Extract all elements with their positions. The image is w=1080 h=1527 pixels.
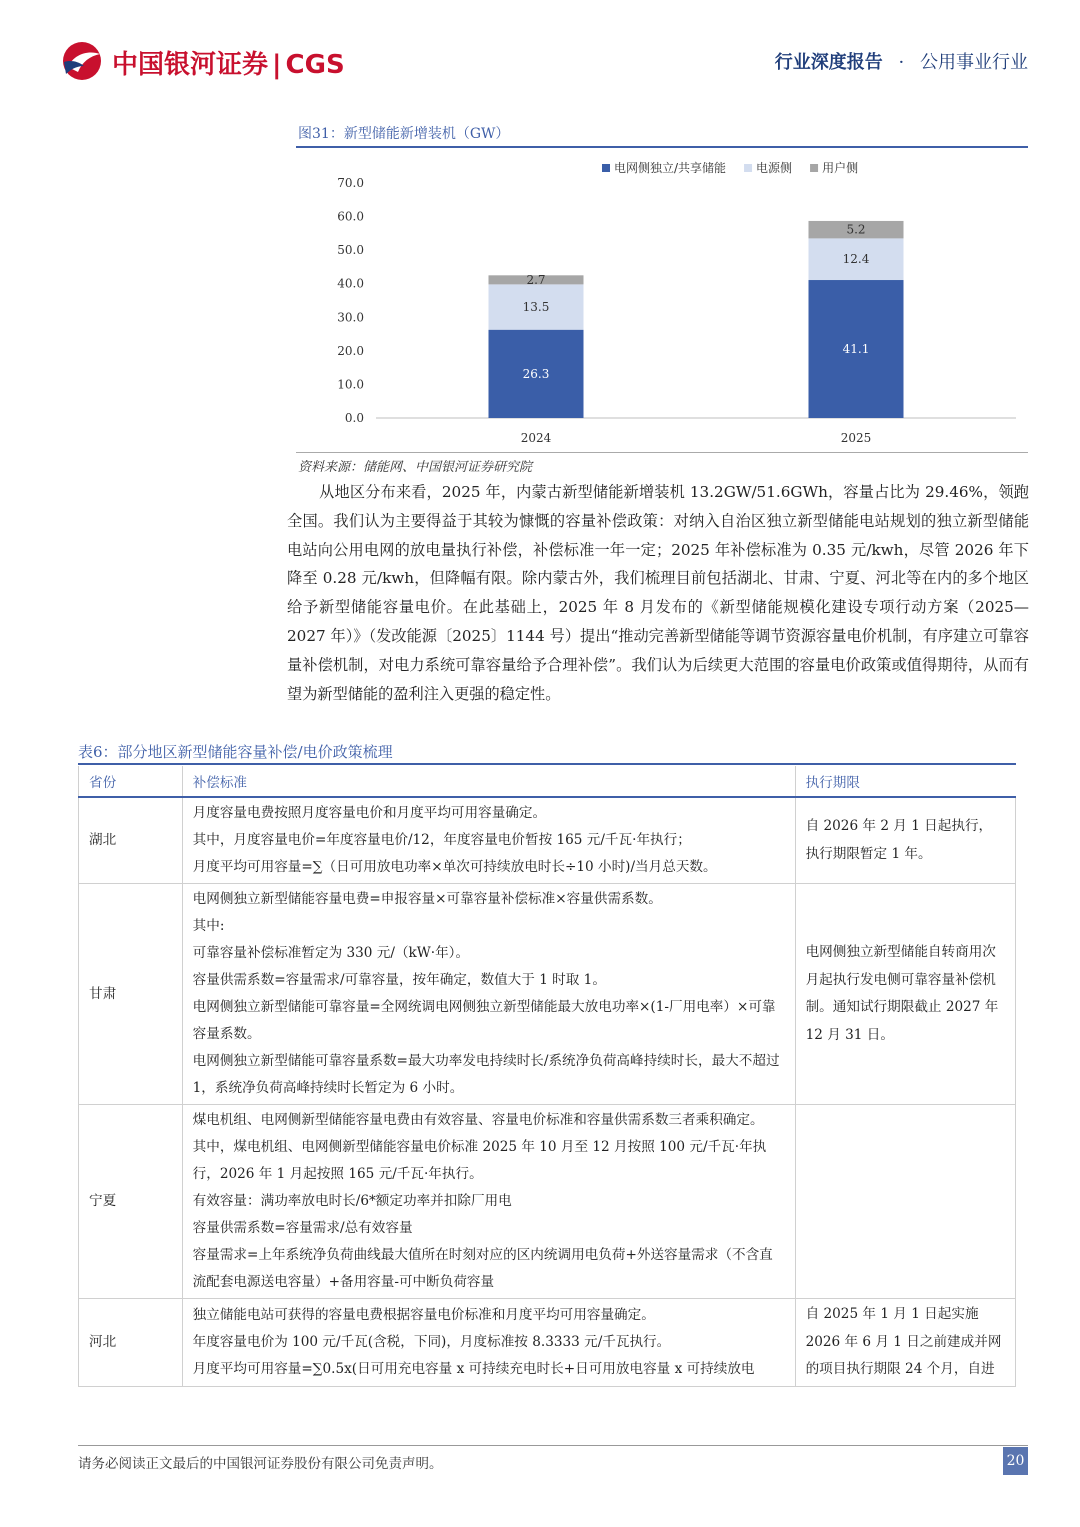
- data-label: 13.5: [522, 300, 550, 315]
- legend-swatch: [602, 164, 610, 172]
- standard-line: 电网侧独立新型储能可靠容量=全网统调电网侧独立新型储能最大放电功率×(1-厂用电率）×可靠容量系数。: [192, 999, 776, 1042]
- standard-line: 容量供需系数=容量需求/可靠容量，按年确定，数值大于 1 时取 1。: [192, 972, 606, 988]
- header-standard: 补偿标准: [182, 766, 795, 797]
- figure-title-rule: [296, 146, 1028, 148]
- standard-line: 月度容量电费按照月度容量电价和月度平均可用容量确定。: [192, 805, 547, 821]
- x-tick-label: 2025: [840, 431, 872, 445]
- standard-line: 月度平均可用容量=∑（日可用放电功率×单次可持续放电时长÷10 小时)/当月总天数。: [192, 859, 717, 875]
- figure-title: 图31：新型储能新增装机（GW）: [298, 126, 510, 142]
- legend-swatch: [810, 164, 818, 172]
- standard-line: 其中，月度容量电价=年度容量电价/12，年度容量电价暂按 165 元/千瓦·年执行；: [192, 832, 691, 848]
- province-cell: 河北: [79, 1299, 183, 1387]
- province-cell: 甘肃: [79, 884, 183, 1105]
- data-label: 26.3: [522, 366, 550, 381]
- standard-cell: [182, 1105, 795, 1299]
- y-tick-label: 0.0: [344, 411, 364, 425]
- standard-cell: [182, 797, 795, 884]
- data-label: 41.1: [842, 342, 870, 357]
- legend-swatch: [744, 164, 752, 172]
- figure-bottom-rule: [296, 452, 1028, 453]
- standard-line: 可靠容量补偿标准暂定为 330 元/（kW·年）。: [192, 945, 470, 961]
- industry-name: 公用事业行业: [920, 52, 1028, 73]
- legend-label: 电源侧: [756, 161, 793, 175]
- standard-line: 煤电机组、电网侧新型储能容量电费由有效容量、容量电价标准和容量供需系数三者乘积确定。: [192, 1112, 764, 1128]
- standard-line: 有效容量：满功率放电时长/6*额定功率并扣除厂用电: [192, 1193, 512, 1209]
- table-header-row: [79, 766, 1016, 797]
- table-row: [79, 1299, 1016, 1387]
- data-label: 2.7: [526, 272, 546, 287]
- legend-label: 用户侧: [822, 161, 859, 175]
- footer-disclaimer: 请务必阅读正文最后的中国银河证券股份有限公司免责声明。: [78, 1456, 443, 1472]
- period-cell: [795, 1105, 1015, 1299]
- standard-line: 电网侧独立新型储能容量电费=申报容量×可靠容量补偿标准×容量供需系数。: [192, 891, 662, 907]
- legend-label: 电网侧独立/共享储能: [614, 161, 727, 175]
- bars: [489, 221, 904, 418]
- paragraph-text: 从地区分布来看，2025 年，内蒙古新型储能新增装机 13.2GW/51.6GWh，容量占比为 29.46%，领跑全国。我们认为主要得益于其较为慷慨的容量补偿政策：对纳入自治区独立新型储能电站规划的独立新型储能电站向公用电网的放电量执行补偿，补偿标准一年一定；2025 年补偿标准为 0.35 元/kwh，尽管 2026 年下降至 0.28 元/kwh，但降幅有限。除内蒙古外，我们梳理目前包括湖北、甘肃、宁夏、河北等在内的多个地区给予新型储能容量电价。在此基础上，2025 年 8 月发布的《新型储能规模化建设专项行动方案（2025—2027 年）》（发改能源〔2025〕1144 号）提出“推动完善新型储能等调节资源容量电价机制，有序建立可靠容量补偿机制，对电力系统可靠容量给予合理补偿”。我们认为后续更大范围的容量电价政策或值得期待，从而有望为新型储能的盈利注入更强的稳定性。: [287, 483, 1029, 703]
- chart-legend: [602, 160, 858, 175]
- province-cell: 湖北: [79, 797, 183, 884]
- company-logo: [60, 40, 360, 84]
- standard-line: 电网侧独立新型储能可靠容量系数=最大功率发电持续时长/系统净负荷高峰持续时长，最大不超过 1，系统净负荷高峰持续时长暂定为 6 小时。: [192, 1053, 780, 1096]
- report-header: [775, 48, 1028, 74]
- x-tick-label: 2024: [520, 431, 552, 445]
- figure-source: 资料来源：储能网、中国银河证券研究院: [298, 460, 533, 475]
- report-type: 行业深度报告: [774, 52, 883, 73]
- y-tick-label: 50.0: [337, 243, 364, 258]
- standard-line: 年度容量电价为 100 元/千瓦(含税，下同)，月度标准按 8.3333 元/千瓦执行。: [192, 1333, 671, 1350]
- y-axis: [337, 176, 364, 425]
- brand-cn: 中国银河证券: [112, 50, 269, 80]
- brand-name: 中国银河证券 | CGS: [112, 50, 345, 80]
- stacked-bar-chart: [296, 150, 1028, 450]
- body-paragraph: [287, 478, 1029, 708]
- y-tick-label: 10.0: [337, 377, 364, 392]
- y-tick-label: 70.0: [337, 176, 364, 190]
- header-dot: ·: [898, 52, 905, 73]
- standard-line: 容量供需系数=容量需求/总有效容量: [192, 1220, 413, 1236]
- period-cell: 自 2026 年 2 月 1 日起执行，执行期限暂定 1 年。: [795, 797, 1015, 884]
- table-row: [79, 884, 1016, 1105]
- standard-cell: [182, 1299, 795, 1387]
- table-row: [79, 797, 1016, 884]
- data-label: 5.2: [846, 222, 866, 237]
- table-title-rule: [78, 763, 1016, 765]
- standard-line: 独立储能电站可获得的容量电费根据容量电价标准和月度平均可用容量确定。: [192, 1306, 655, 1323]
- x-axis: [521, 431, 872, 445]
- standard-line: 其中，煤电机组、电网侧新型储能容量电价标准 2025 年 10 月至 12 月按照 100 元/千瓦·年执行，2026 年 1 月起按照 165 元/千瓦·年执行。: [192, 1139, 767, 1182]
- standard-line: 其中:: [192, 918, 225, 934]
- brand-en: CGS: [285, 50, 345, 80]
- cgs-logo-icon: [60, 40, 106, 82]
- y-tick-label: 40.0: [337, 276, 364, 291]
- period-cell: 自 2025 年 1 月 1 日起实施 2026 年 6 月 1 日之前建成并网的项目执行期限 24 个月，自进: [795, 1299, 1015, 1387]
- page-number: 20: [1003, 1447, 1028, 1475]
- y-tick-label: 60.0: [337, 209, 364, 224]
- y-tick-label: 30.0: [337, 310, 364, 325]
- header-province: 省份: [79, 766, 183, 797]
- header-period: 执行期限: [795, 766, 1015, 797]
- standard-cell: [182, 884, 795, 1105]
- policy-table: [78, 766, 1016, 1387]
- province-cell: 宁夏: [79, 1105, 183, 1299]
- table-title: 表6：部分地区新型储能容量补偿/电价政策梳理: [78, 743, 393, 761]
- period-cell: 电网侧独立新型储能自转商用次月起执行发电侧可靠容量补偿机制。通知试行期限截止 2027 年 12 月 31 日。: [795, 884, 1015, 1105]
- data-label: 12.4: [842, 252, 870, 267]
- y-tick-label: 20.0: [337, 343, 364, 358]
- standard-line: 月度平均可用容量=∑0.5x(日可用充电容量 x 可持续充电时长+日可用放电容量 x 可持续放电: [192, 1360, 755, 1377]
- table-row: [79, 1105, 1016, 1299]
- footer-rule: [78, 1445, 1028, 1446]
- standard-line: 容量需求=上年系统净负荷曲线最大值所在时刻对应的区内统调用电负荷+外送容量需求（不含直流配套电源送电容量）+备用容量-可中断负荷容量: [192, 1247, 773, 1290]
